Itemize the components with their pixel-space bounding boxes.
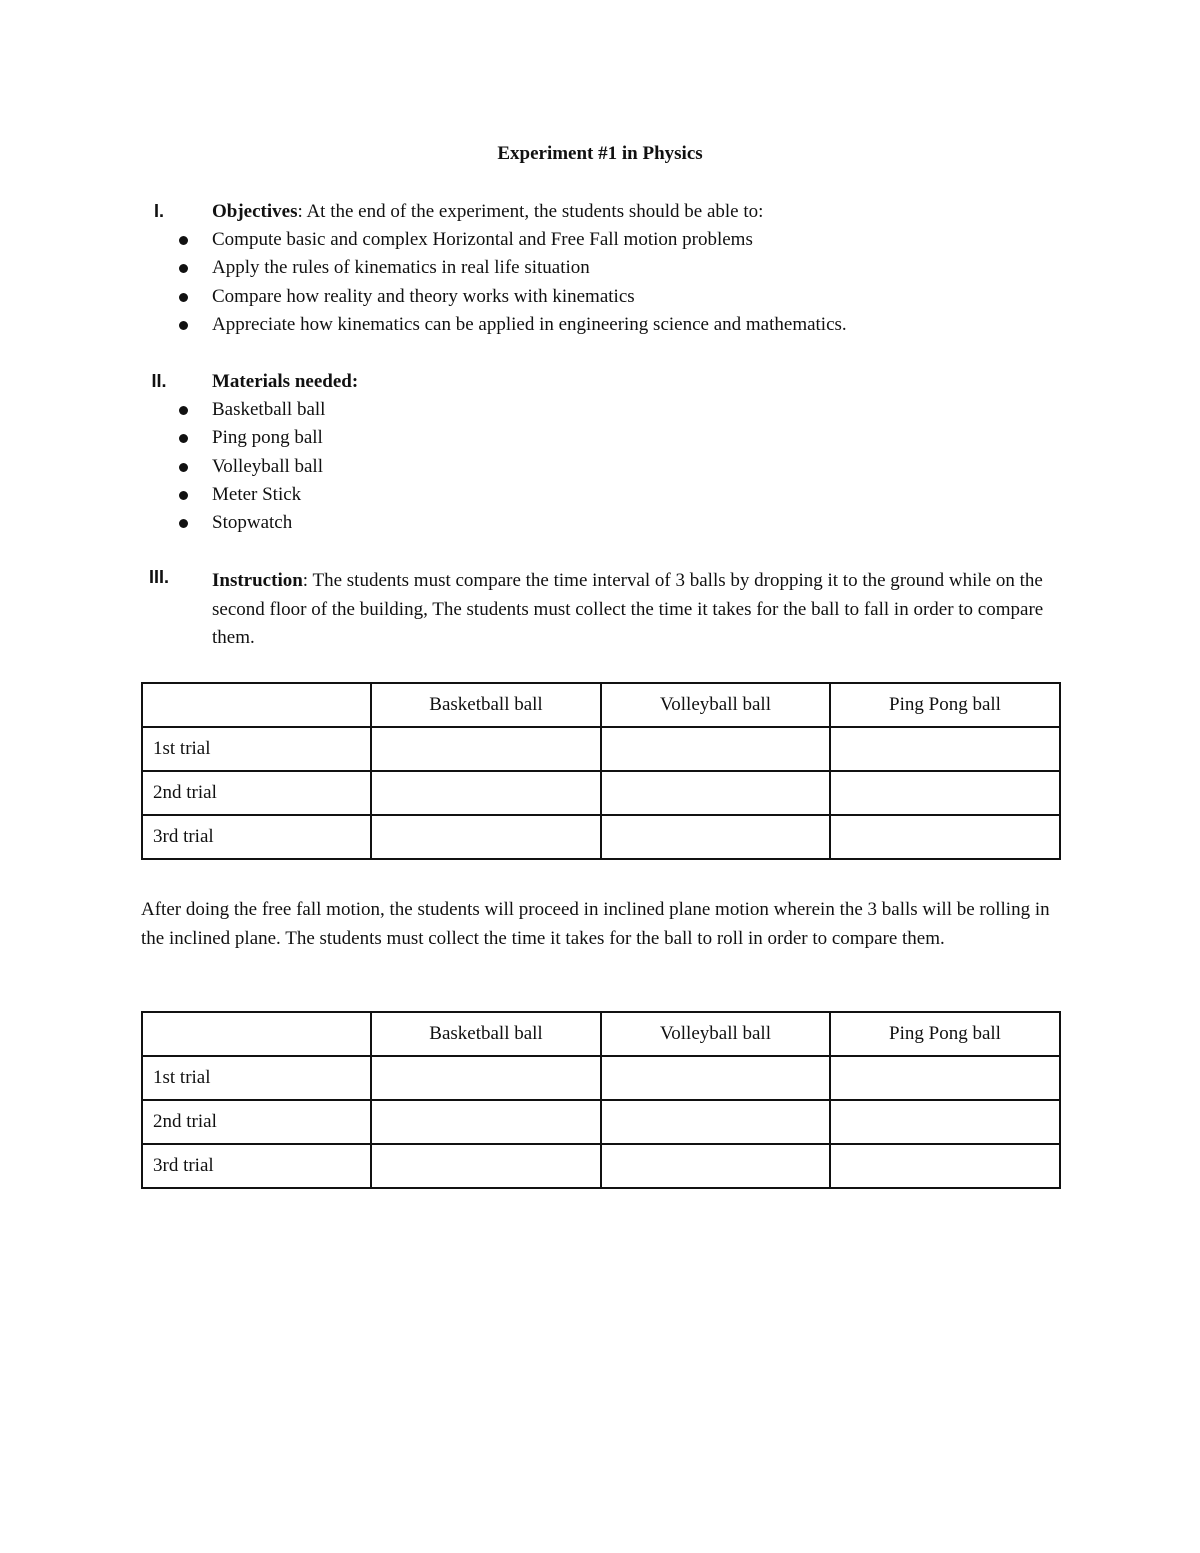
table-cell xyxy=(371,1144,601,1188)
bullet-icon xyxy=(141,311,212,339)
table-cell xyxy=(371,1100,601,1144)
bullet-icon xyxy=(141,453,212,481)
table-cell xyxy=(601,727,830,771)
bullet-icon xyxy=(141,509,212,537)
objectives-label: Objectives xyxy=(212,201,298,222)
table-cell xyxy=(371,727,601,771)
table-cell xyxy=(830,1056,1060,1100)
section-numeral: II. xyxy=(151,371,167,391)
list-item: Volleyball ball xyxy=(141,453,325,481)
table-cell xyxy=(601,771,830,815)
table-cell xyxy=(830,727,1060,771)
table-header-cell xyxy=(142,1012,371,1056)
row-label: 3rd trial xyxy=(142,815,371,859)
table-header-cell: Ping Pong ball xyxy=(830,1012,1060,1056)
section-numeral: I. xyxy=(153,201,164,221)
materials-heading xyxy=(141,368,1062,397)
table-header-row xyxy=(142,683,1060,727)
free-fall-table xyxy=(141,682,1061,860)
row-label: 1st trial xyxy=(142,1056,371,1100)
bullet-icon xyxy=(141,396,212,424)
table-header-row xyxy=(142,1012,1060,1056)
table-cell xyxy=(830,815,1060,859)
list-item: Compare how reality and theory works with kinematics xyxy=(141,283,847,311)
table-cell xyxy=(371,815,601,859)
table-cell xyxy=(601,1100,830,1144)
table-cell xyxy=(601,1056,830,1100)
table-cell xyxy=(371,1056,601,1100)
objectives-intro: : At the end of the experiment, the students should be able to: xyxy=(297,201,764,222)
table-cell xyxy=(830,1144,1060,1188)
bullet-icon xyxy=(141,481,212,509)
table-header-cell: Volleyball ball xyxy=(601,1012,830,1056)
table-cell xyxy=(601,1144,830,1188)
inclined-plane-paragraph: After doing the free fall motion, the students will proceed in inclined plane motion wherein the 3 balls will be rolling in the inclined plane. The students must collect the time it takes for the ball to roll in order to compare them. xyxy=(141,899,1050,949)
table-row xyxy=(142,727,1060,771)
row-label: 2nd trial xyxy=(142,771,371,815)
objectives-heading xyxy=(141,198,1062,227)
list-item: Basketball ball xyxy=(141,396,325,424)
bullet-icon xyxy=(141,254,212,282)
table-cell xyxy=(830,771,1060,815)
section-numeral: III. xyxy=(148,567,169,587)
list-item: Compute basic and complex Horizontal and Free Fall motion problems xyxy=(141,226,847,254)
inclined-plane-table xyxy=(141,1011,1061,1189)
document-title: Experiment #1 in Physics xyxy=(497,143,703,164)
materials-list xyxy=(141,396,325,537)
table-cell xyxy=(601,815,830,859)
table-header-cell: Basketball ball xyxy=(371,1012,601,1056)
instruction-label: Instruction xyxy=(212,570,303,591)
table-header-cell: Basketball ball xyxy=(371,683,601,727)
list-item: Apply the rules of kinematics in real life situation xyxy=(141,254,847,282)
bullet-icon xyxy=(141,424,212,452)
row-label: 1st trial xyxy=(142,727,371,771)
bullet-icon xyxy=(141,283,212,311)
instruction-heading xyxy=(141,567,1062,653)
row-label: 3rd trial xyxy=(142,1144,371,1188)
table-cell xyxy=(830,1100,1060,1144)
table-row xyxy=(142,1056,1060,1100)
table-row xyxy=(142,771,1060,815)
table-row xyxy=(142,815,1060,859)
table-header-cell xyxy=(142,683,371,727)
list-item: Stopwatch xyxy=(141,509,325,537)
table-cell xyxy=(371,771,601,815)
bullet-icon xyxy=(141,226,212,254)
table-row xyxy=(142,1100,1060,1144)
list-item: Appreciate how kinematics can be applied in engineering science and mathematics. xyxy=(141,311,847,339)
list-item: Ping pong ball xyxy=(141,424,325,452)
table-header-cell: Volleyball ball xyxy=(601,683,830,727)
table-header-cell: Ping Pong ball xyxy=(830,683,1060,727)
list-item: Meter Stick xyxy=(141,481,325,509)
table-row xyxy=(142,1144,1060,1188)
objectives-list xyxy=(141,226,847,339)
materials-label: Materials needed: xyxy=(212,371,359,392)
instruction-text: : The students must compare the time interval of 3 balls by dropping it to the ground while on the second floor of the building, The students must collect the time it takes for the ball to fall in order to compare them. xyxy=(212,570,1044,648)
row-label: 2nd trial xyxy=(142,1100,371,1144)
